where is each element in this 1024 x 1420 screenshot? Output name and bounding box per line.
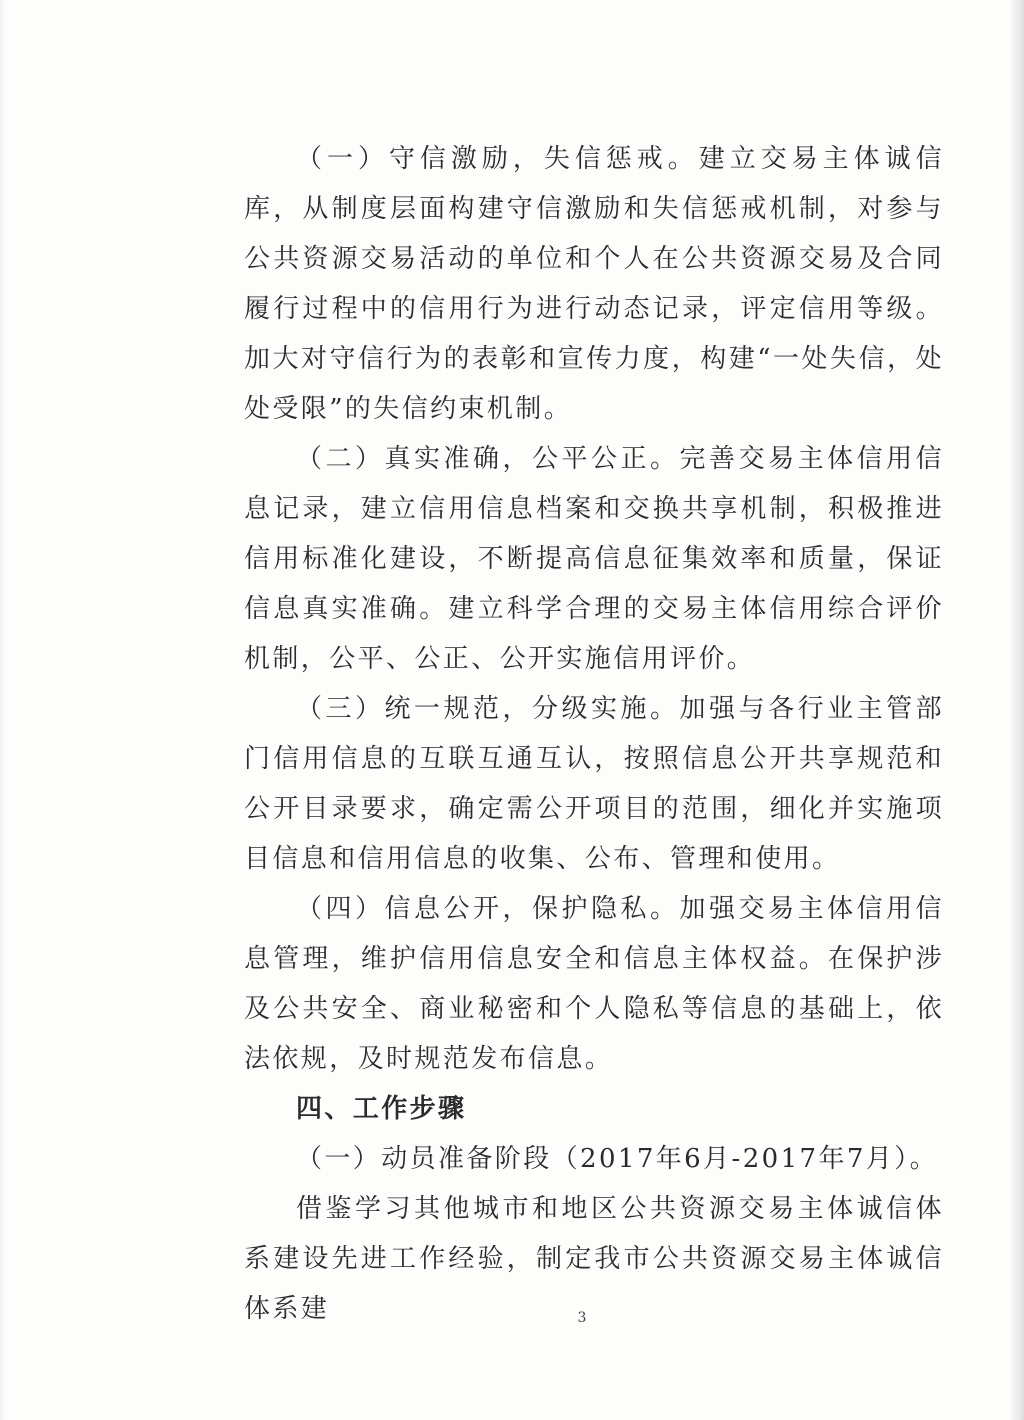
paragraph-3: （三）统一规范，分级实施。加强与各行业主管部门信用信息的互联互通互认，按照信息公开共享规范和公开目录要求，确定需公开项目的范围，细化并实施项目信息和信用信息的收集、公布、管理和使用。 [244, 694, 944, 874]
page-number: 3 [577, 1310, 587, 1326]
document-body [244, 134, 944, 1334]
paragraph-5: （一）动员准备阶段（2017年6月-2017年7月）。 [296, 1144, 939, 1174]
scan-edge-left [0, 0, 6, 1420]
paragraph-1: （一）守信激励，失信惩戒。建立交易主体诚信库，从制度层面构建守信激励和失信惩戒机制，对参与公共资源交易活动的单位和个人在公共资源交易及合同履行过程中的信用行为进行动态记录，评定信用等级。加大对守信行为的表彰和宣传力度，构建“一处失信，处处受限”的失信约束机制。 [244, 144, 944, 424]
paragraph-4: （四）信息公开，保护隐私。加强交易主体信用信息管理，维护信用信息安全和信息主体权益。在保护涉及公共安全、商业秘密和个人隐私等信息的基础上，依法依规，及时规范发布信息。 [244, 894, 944, 1074]
paragraph-6: 借鉴学习其他城市和地区公共资源交易主体诚信体系建设先进工作经验，制定我市公共资源交易主体诚信体系建 [244, 1194, 944, 1324]
section-heading: 四、工作步骤 [296, 1094, 467, 1124]
scan-edge-right [1010, 0, 1024, 1420]
paragraph-2: （二）真实准确，公平公正。完善交易主体信用信息记录，建立信用信息档案和交换共享机制，积极推进信用标准化建设，不断提高信息征集效率和质量，保证信息真实准确。建立科学合理的交易主体信用综合评价机制，公平、公正、公开实施信用评价。 [244, 444, 944, 674]
